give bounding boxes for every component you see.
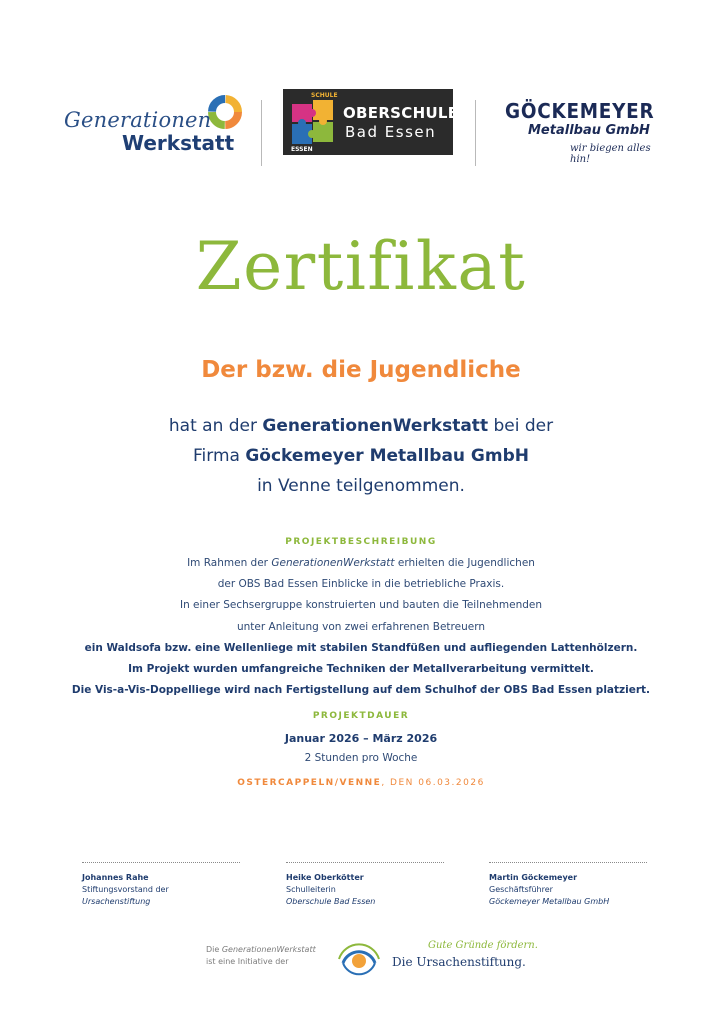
description-line	[0, 553, 722, 574]
signatory-org: Oberschule Bad Essen	[286, 897, 376, 906]
logo-line-werkstatt: Werkstatt	[122, 131, 235, 155]
description-line: der OBS Bad Essen Einblicke in die betriebliche Praxis.	[217, 578, 505, 591]
foundation-name: Die Ursachenstiftung.	[392, 955, 526, 969]
intro-line-2	[0, 441, 722, 471]
signatory-name: Martin Göckemeyer	[489, 873, 578, 882]
project-description	[0, 553, 722, 701]
project-duration-heading: PROJEKTDAUER	[312, 711, 410, 721]
signature-block	[489, 862, 647, 908]
intro-line-3: in Venne teilgenommen.	[257, 476, 465, 496]
goeckemeyer-logo	[502, 99, 667, 165]
company-name: Göckemeyer Metallbau GmbH	[245, 446, 529, 466]
program-name: GenerationenWerkstatt	[262, 416, 489, 436]
initiative-program: GenerationenWerkstatt	[221, 945, 316, 954]
certificate-title: Zertifikat	[195, 228, 527, 305]
date: , DEN 06.03.2026	[381, 778, 485, 788]
intro-text: hat an der	[168, 416, 263, 436]
signatory-name: Heike Oberkötter	[286, 873, 364, 882]
project-hours: 2 Stunden pro Woche	[304, 752, 418, 764]
intro-line-1	[0, 411, 722, 441]
project-period: Januar 2026 – März 2026	[284, 732, 438, 745]
oberschule-logo	[283, 89, 459, 155]
generationenwerkstatt-logo	[64, 88, 254, 158]
logo-divider	[475, 100, 476, 166]
logo-line-oberschule: OBERSCHULE	[343, 104, 459, 122]
description-line: unter Anleitung von zwei erfahrenen Betreuern	[237, 620, 485, 633]
signatory-role: Stiftungsvorstand der	[82, 885, 169, 894]
signatory-role: Geschäftsführer	[489, 885, 553, 894]
initiative-note	[206, 944, 316, 968]
logo-line-generationen: Generationen	[64, 108, 212, 132]
place-and-date	[0, 778, 722, 788]
description-line: In einer Sechsergruppe konstruierten und bauten die Teilnehmenden	[179, 599, 543, 612]
description-program: GenerationenWerkstatt	[271, 557, 395, 569]
place: OSTERCAPPELN/VENNE	[237, 778, 382, 788]
signatory-org: Göckemeyer Metallbau GmbH	[489, 897, 610, 906]
signatory-org: Ursachenstiftung	[82, 897, 151, 906]
signature-line	[489, 862, 647, 863]
intro-text: Firma	[192, 446, 246, 466]
recipient-placeholder: Der bzw. die Jugendliche	[201, 357, 521, 383]
participation-statement	[0, 411, 722, 501]
description-text: erhielten die Jugendlichen	[394, 557, 535, 569]
initiative-line	[206, 944, 316, 956]
logo-line-bad-essen: Bad Essen	[345, 123, 437, 141]
signatory-role: Schulleiterin	[286, 885, 336, 894]
description-line: Im Projekt wurden umfangreiche Techniken der Metallverarbeitung vermittelt.	[128, 663, 594, 676]
logo-mini-schule: SCHULE	[311, 92, 338, 99]
signature-line	[286, 862, 444, 863]
foundation-tagline: Gute Gründe fördern.	[428, 940, 538, 951]
intro-text: bei der	[488, 416, 554, 436]
signature-block	[286, 862, 444, 908]
description-line: Die Vis-a-Vis-Doppelliege wird nach Fertigstellung auf dem Schulhof der OBS Bad Essen platziert.	[71, 684, 651, 697]
description-text: Im Rahmen der	[187, 557, 272, 569]
ursachenstiftung-logo-icon	[335, 933, 383, 981]
project-description-heading: PROJEKTBESCHREIBUNG	[285, 537, 437, 547]
logo-slogan: wir biegen alles hin!	[570, 143, 651, 165]
logo-divider	[261, 100, 262, 166]
logo-line-metallbau: Metallbau GmbH	[528, 123, 650, 138]
description-line: ein Waldsofa bzw. eine Wellenliege mit stabilen Standfüßen und aufliegenden Lattenhölzern.	[84, 641, 638, 654]
signature-line	[82, 862, 240, 863]
logo-line-goeckemeyer: GÖCKEMEYER	[505, 99, 655, 123]
puzzle-icon	[288, 94, 340, 150]
signatory-name: Johannes Rahe	[82, 873, 149, 882]
initiative-text: Die	[206, 945, 222, 954]
logo-mini-essen: ESSEN	[291, 146, 313, 153]
signature-block	[82, 862, 240, 908]
initiative-line: ist eine Initiative der	[206, 957, 289, 966]
